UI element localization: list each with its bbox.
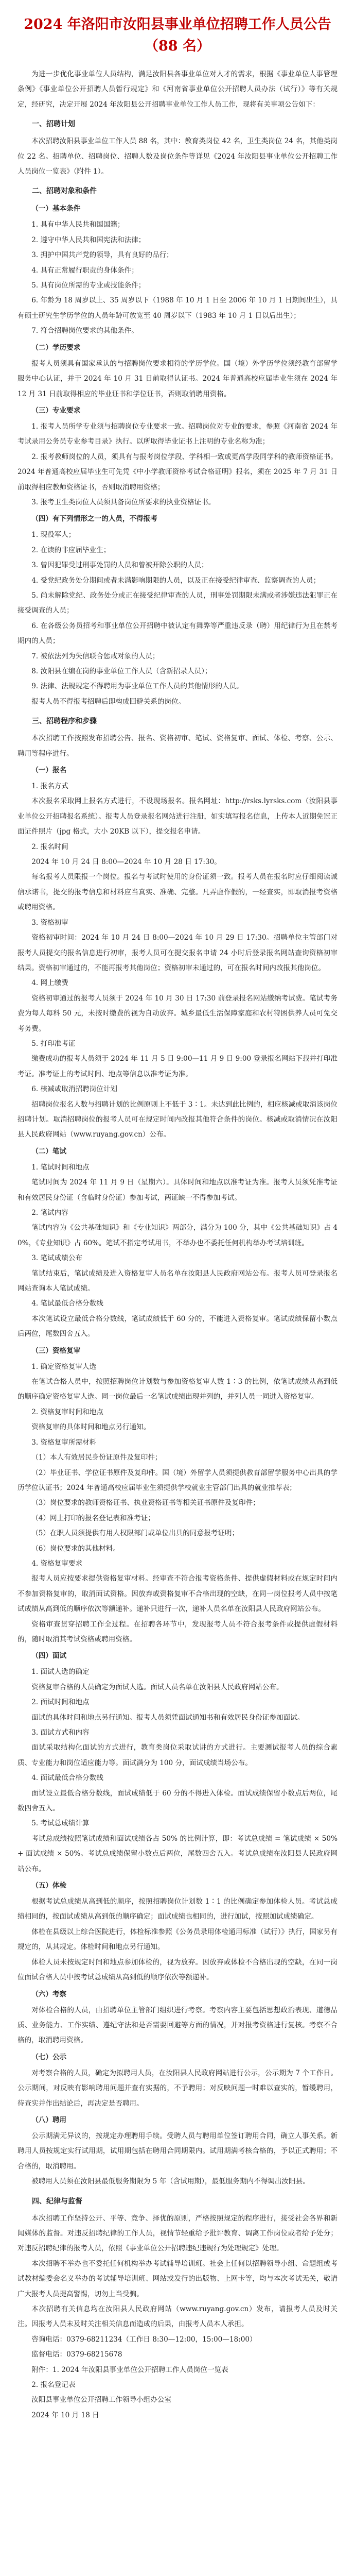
body-paragraph: 1. 现役军人； xyxy=(31,531,76,539)
body-paragraph: 报考人员不得报考招聘后即构成回避关系的岗位。 xyxy=(31,697,186,706)
body-paragraph: 面试采取结构化面试的方式进行，教育类岗位采取试讲的方式进行。主要测试报考人员的综合素质、专业能力和岗位适应能力等。面试满分为 100 分，面试成绩当场公布。 xyxy=(17,1743,338,1767)
body-paragraph: 6. 在各级公务员招考和事业单位公开招聘中被认定有舞弊等严重违反录（聘）用纪律行为且在禁考期内的人员； xyxy=(17,621,338,646)
body-paragraph: 2024 年 10 月 24 日 8:00—2024 年 10 月 28 日 17:30。 xyxy=(31,858,221,867)
body-paragraph: 1. 报考人员所学专业须与招聘岗位专业要求一致。招聘岗位对专业的要求，参照《河南省 2024 年考试录用公务员专业参考目录》执行。以所取得毕业证书上注明的专业名称为准； xyxy=(17,422,338,446)
body-paragraph: 5. 具有岗位所需的专业或技能条件； xyxy=(31,281,146,290)
body-paragraph: 资格初审通过的报考人员须于 2024 年 10 月 30 日 17:30 前登录报名网站缴纳考试费。笔试考务费为每人每科 50 元，未按时缴费的视为自动放弃。城乡最低生活保障家庭和农村特困供养人员可免交考务费。 xyxy=(17,994,338,1033)
section-heading: （三）专业要求 xyxy=(31,406,81,415)
body-paragraph: 公示期满无异议的，按规定办理聘用手续。受聘人员与聘用单位签订聘用合同，确立人事关系。新聘用人员按规定实行试用期，试用期包括在聘用合同期限内。试用期满考核合格的，予以正式聘用；不合格的，取消聘用。 xyxy=(17,2131,338,2171)
body-paragraph: 本次招聘不举办也不委托任何机构举办考试辅导培训班。社会上任何以招聘领导小组、命题组或考试教材编委会名义举办的考试辅导培训班、网站或发行的出版物、上网卡等，均与本次考试无关，敬请广大报考人员提高警惕，切勿上当受骗。 xyxy=(17,2259,338,2298)
body-paragraph: 面试的具体时间和地点另行通知。报考人员须凭面试通知书和有效居民身份证参加面试。 xyxy=(31,1713,305,1722)
body-paragraph: 缴费成功的报考人员须于 2024 年 11 月 5 日 9:00—11 月 9 日 9:00 登录报名网站下载并打印准考证。准考证上的考试时间、地点等信息以准考证为准。 xyxy=(17,1055,338,1078)
section-heading: （五）体检 xyxy=(31,1882,67,1890)
body-paragraph: 体检人员未按规定时间和地点参加体检的，视为放弃。因放弃或体检不合格出现的空缺，在同一岗位面试合格人员中按考试总成绩从高到低的顺序依次等额递补。 xyxy=(17,1958,338,1982)
page-title: 2024 年洛阳市汝阳县事业单位招聘工作人员公告 xyxy=(24,16,331,32)
body-paragraph: 5. 尚未解除党纪、政务处分或正在接受纪律审查的人员，刑事处罚期限未满或者涉嫌违法犯罪正在接受调查的人员； xyxy=(17,591,338,615)
body-paragraph: （4）网上打印的报名登记表和准考证； xyxy=(31,1514,155,1522)
body-paragraph: 1. 确定资格复审人选 xyxy=(31,1362,97,1371)
body-paragraph: （6）岗位要求的其他材料。 xyxy=(31,1544,120,1553)
body-paragraph: 3. 资格复审所需材料 xyxy=(31,1438,97,1447)
body-paragraph: 本次笔试设立最低合格分数线，笔试成绩低于 60 分的，不能进入资格复审。笔试成绩保留小数点后两位，尾数四舍五入。 xyxy=(17,1314,338,1338)
section-heading: 三、招聘程序和步骤 xyxy=(32,717,97,726)
body-paragraph: 1. 面试人选的确定 xyxy=(31,1668,90,1676)
body-paragraph: 资格初审时间：2024 年 10 月 24 日 8:00—2024 年 10 月 29 日 17:30。招聘单位主管部门对报考人员提交的报名信息进行初审，报考人员可在提交报名申请 24 小时后登录报名网站查询资格初审结果。资格初审通过的，不能再报考其他岗位；资格初审未通过的，可在报名时间内改报其他岗位。 xyxy=(17,934,338,972)
body-paragraph: 2. 报名登记表 xyxy=(31,2381,76,2389)
body-paragraph: 体检在县级以上综合医院进行，体检标准参照《公务员录用体检通用标准（试行）》执行，国家另有规定的，从其规定。体检时间和地点另行通知。 xyxy=(17,1927,338,1952)
body-paragraph: 5. 考试总成绩计算 xyxy=(31,1819,90,1828)
body-paragraph: 资格复审合格的人员确定为面试人选。面试人员名单在汝阳县人民政府网站公布。 xyxy=(31,1683,283,1691)
body-paragraph: 资格复审的具体时间和地点另行通知。 xyxy=(31,1423,151,1432)
section-heading: （六）考察 xyxy=(31,1990,67,1998)
body-paragraph: 面试设立最低合格分数线，面试成绩低于 60 分的不得进入体检。面试成绩保留小数点后两位，尾数四舍五入。 xyxy=(17,1789,338,1813)
body-paragraph: 报考人员须具有国家承认的与招聘岗位要求相符的学历学位。国（境）外学历学位须经教育部留学服务中心认证，并于 2024 年 10 月 31 日前取得认证书。2024 年普通高校应届毕业生须在 2024 年 12 月 31 日前取得相应的毕业证书和学位证书，否则取消聘用资格。 xyxy=(17,359,338,398)
body-paragraph: （2）毕业证书、学位证书原件及复印件。国（境）外留学人员须提供教育部留学服务中心出具的学历学位认证书；2024 年普通高校应届毕业生须提供学校就业主管部门出具的就业推荐表； xyxy=(17,1468,338,1492)
body-paragraph: 8. 汝阳县在编在岗的事业单位工作人员（含新招录人员）； xyxy=(31,667,212,675)
body-paragraph: 6. 核减或取消招聘岗位计划 xyxy=(31,1085,118,1094)
body-paragraph: 3. 报考卫生类岗位人员须具备岗位所要求的执业资格证书。 xyxy=(31,498,216,506)
body-paragraph: 对考察合格的人员，确定为拟聘用人员，在汝阳县人民政府网站进行公示，公示期为 7 个工作日。公示期间，对反映有影响聘用问题并查有实据的，不予聘用；对反映问题一时难以查实的，暂缓聘用，待查实并作出结论后，再决定是否聘用。 xyxy=(17,2069,338,2108)
body-paragraph: 根据考试总成绩从高到低的顺序，按照招聘岗位计划数 1∶1 的比例确定参加体检人员。考试总成绩相同的，按面试成绩从高到低的顺序确定；面试成绩也相同的，进行加试，按照加试成绩确定。 xyxy=(17,1897,338,1921)
body-paragraph: 每名报考人员限报一个岗位。报名与考试时使用的身份证须一致。报考人员在报名时应仔细阅读诚信承诺书，提交的报考信息和材料应当真实、准确、完整。凡弄虚作假的，一经查实，即取消报考资格或聘用资格。 xyxy=(17,873,338,912)
body-paragraph: 4. 具有正常履行职责的身体条件； xyxy=(31,266,138,275)
body-paragraph: 7. 被依法列为失信联合惩戒对象的人员； xyxy=(31,652,159,660)
body-paragraph: 监督电话：0379-68215678 xyxy=(31,2350,122,2359)
section-heading: （二）学历要求 xyxy=(31,343,81,352)
body-paragraph: 5. 打印准考证 xyxy=(31,1039,76,1048)
body-paragraph: 在笔试合格人员中，按照招聘岗位计划数与参加资格复审人数 1∶3 的比例，依笔试成绩从高到低的顺序确定资格复审人选。同一岗位最后一名笔试成绩出现并列的，并列人员一同进入资格复审。 xyxy=(17,1378,338,1401)
body-paragraph: （3）岗位要求的教师资格证书、执业资格证书等相关证书原件及复印件； xyxy=(31,1499,260,1507)
section-heading: （一）报名 xyxy=(31,766,67,775)
body-paragraph: 本次招聘汝阳县事业单位工作人员 88 名，其中：教育类岗位 42 名，卫生类岗位 24 名，其他类岗位 22 名。招聘单位、招聘岗位、招聘人数及岗位条件等详见《2024 年汝阳县事业单位公开招聘工作人员岗位一览表》（附件 1）。 xyxy=(17,137,338,176)
body-paragraph: 1. 具有中华人民共和国国籍； xyxy=(31,221,125,229)
body-paragraph: 6. 年龄为 18 周岁以上、35 周岁以下（1988 年 10 月 1 日至 2006 年 10 月 1 日期间出生），具有硕士研究生学历学位的人员年龄可放宽至 40 周岁以下（1983 年 10 月 1 日以后出生）； xyxy=(17,296,338,320)
body-paragraph: 考试总成绩按照笔试成绩和面试成绩各占 50% 的比例计算，即：考试总成绩 = 笔试成绩 × 50% + 面试成绩 × 50%。考试总成绩保留小数点后两位，尾数四舍五入。考试总成绩在汝阳县人民政府网站公布。 xyxy=(17,1834,338,1873)
page-subtitle: （88 名） xyxy=(145,38,210,54)
body-paragraph: 招聘岗位报名人数与招聘计划的比例原则上不低于 3∶1。未达到此比例的，相应核减或取消该岗位招聘计划。取消招聘岗位的报考人员可在规定时间内改报其他符合条件的岗位。核减或取消情况在汝阳县人民政府网站（www.ruyang.gov.cn）公布。 xyxy=(17,1100,338,1139)
body-paragraph: 2. 报考教师岗位的人员，须具有与报考岗位学段、学科相一致或更高学段同学科的教师资格证书。2024 年普通高校应届毕业生可先凭《中小学教师资格考试合格证明》报名，须在 2025 年 7 月 31 日前取得相应教师资格证书，否则取消聘用资格； xyxy=(17,452,338,492)
body-paragraph: 3. 资格初审 xyxy=(31,918,68,927)
body-paragraph: 3. 面试方式和内容 xyxy=(31,1728,90,1737)
body-paragraph: 2. 在读的非应届毕业生； xyxy=(31,546,111,554)
body-paragraph: 3. 拥护中国共产党的领导，具有良好的品行； xyxy=(31,251,173,260)
body-paragraph: 汝阳县事业单位公开招聘工作领导小组办公室 xyxy=(31,2396,172,2404)
section-heading: 一、招聘计划 xyxy=(32,120,75,129)
section-heading: 四、纪律与监督 xyxy=(32,2197,82,2206)
body-paragraph: 本次招聘工作坚持公开、平等、竞争、择优的原则，严格按照规定的程序进行，接受社会各界和新闻媒体的监督。对违反招聘纪律的工作人员，视情节轻重给予批评教育、调离工作岗位或者给予处分；对违反招聘纪律的报考人员，依照《事业单位公开招聘违纪违规行为处理规定》处理。 xyxy=(17,2214,338,2253)
body-paragraph: 对体检合格的人员，由招聘单位主管部门组织进行考察。考察内容主要包括思想政治表现、道德品质、业务能力、工作实绩、遵纪守法和是否需要回避等方面的情况，并对报考资格进行复核。考察不合格的，取消聘用资格。 xyxy=(17,2006,338,2045)
body-paragraph: 2. 遵守中华人民共和国宪法和法律； xyxy=(31,235,146,244)
body-paragraph: 1. 笔试时间和地点 xyxy=(31,1163,90,1172)
body-paragraph: 笔试结束后，笔试成绩及进入资格复审人员名单在汝阳县人民政府网站公布。报考人员可登录报名网站查询本人笔试成绩。 xyxy=(17,1269,338,1293)
body-paragraph: 本次招聘工作按照发布招聘公告、报名、资格初审、笔试、资格复审、面试、体检、考察、公示、聘用等程序进行。 xyxy=(17,734,338,758)
body-paragraph: 4. 资格复审要求 xyxy=(31,1559,83,1568)
body-paragraph: 资格审查贯穿招聘工作全过程。在招聘各环节中，发现报考人员不符合报考条件或提供虚假材料的，随时取消其考试资格或聘用资格。 xyxy=(17,1620,338,1643)
body-paragraph: 4. 受党纪政务处分期间或者未满影响期限的人员，以及正在接受纪律审查、监察调查的人员； xyxy=(31,576,321,585)
body-paragraph: 被聘用人员须在汝阳县最低服务期限为 5 年（含试用期），最低服务期内不得调出汝阳县。 xyxy=(31,2177,310,2186)
body-paragraph: 2. 面试时间和地点 xyxy=(31,1698,90,1707)
body-paragraph: 3. 曾因犯罪受过刑事处罚的人员和曾被开除公职的人员； xyxy=(31,561,208,570)
body-paragraph: 2. 笔试内容 xyxy=(31,1209,68,1217)
body-paragraph: 7. 符合招聘岗位要求的其他条件。 xyxy=(31,327,138,335)
body-paragraph: 1. 报名方式 xyxy=(31,782,68,791)
body-paragraph: 9. 法律、法规规定不得聘用为事业单位工作人员的其他情形的人员。 xyxy=(31,682,243,691)
body-paragraph: 为进一步优化事业单位人员结构，满足汝阳县各事业单位对人才的需求，根据《事业单位人事管理条例》《事业单位公开招聘人员暂行规定》和《河南省事业单位公开招聘人员办法（试行）》等有关规定，经研究，决定开展 2024 年汝阳县公开招聘事业单位工作人员工作，现将有关事项公告如下： xyxy=(17,70,338,109)
notice-body xyxy=(17,67,338,2423)
body-paragraph: （5）在职人员须提供有用人权限部门或单位出具的同意报考证明； xyxy=(31,1529,239,1538)
section-heading: （二）笔试 xyxy=(31,1147,67,1156)
section-heading: （四）面试 xyxy=(31,1652,67,1660)
body-paragraph: 本次报名采取网上报名方式进行，不设现场报名。报名网址：http://rsks.lyrsks.com（汝阳县事业单位公开招聘报名系统）。报考人员登录报名网站进行注册，如实填写报名信息，上传本人近期免冠正面证件照片（jpg 格式，大小 20KB 以下），提交报名申请。 xyxy=(17,797,338,836)
section-heading: （一）基本条件 xyxy=(31,205,81,213)
body-paragraph: 4. 网上缴费 xyxy=(31,979,68,988)
body-paragraph: 笔试内容为《公共基础知识》和《专业知识》两部分，满分为 100 分，其中《公共基础知识》占 40%，《专业知识》占 60%。笔试不指定考试用书，不举办也不委托任何机构举办考试培训班。 xyxy=(17,1224,338,1247)
section-heading: 二、招聘对象和条件 xyxy=(32,187,97,196)
section-heading: （四）有下列情形之一的人员，不得报考 xyxy=(31,515,157,523)
section-heading: （三）资格复审 xyxy=(31,1346,81,1355)
body-paragraph: 咨询电话：0379-68211234（工作日 8:30—12:00，15:00—18:00） xyxy=(31,2335,257,2344)
body-paragraph: 2. 报名时间 xyxy=(31,842,68,851)
body-paragraph: 附件：1. 2024 年汝阳县事业单位公开招聘工作人员岗位一览表 xyxy=(31,2365,228,2374)
body-paragraph: 本次招聘有关信息均在汝阳县人民政府网站（www.ruyang.gov.cn）发布，请报考人员及时关注。因报考人员未及时关注相关信息而造成的后果，由报考人员本人承担。 xyxy=(17,2305,338,2329)
body-paragraph: 报考人员应按要求提供资格复审材料。经审查不符合报考资格条件、提供虚假材料或在规定时间内不参加资格复审的，取消面试资格。因放弃或资格复审不合格出现的空缺，在同一岗位报考人员中按笔试成绩从高到低的顺序依次等额递补。递补只进行一次，递补人员名单在汝阳县人民政府网站公布。 xyxy=(17,1574,338,1614)
body-paragraph: 2. 资格复审时间和地点 xyxy=(31,1408,103,1416)
body-paragraph: 3. 笔试成绩公布 xyxy=(31,1254,83,1263)
body-paragraph: 4. 笔试最低合格分数线 xyxy=(31,1299,103,1308)
body-paragraph: 2024 年 10 月 18 日 xyxy=(31,2411,99,2419)
body-paragraph: 4. 面试最低合格分数线 xyxy=(31,1774,103,1783)
body-paragraph: 笔试时间为 2024 年 11 月 9 日（星期六）。具体时间和地点以准考证为准。报考人员须凭准考证和有效居民身份证（含临时身份证）参加考试，两证缺一不得参加考试。 xyxy=(17,1178,338,1202)
section-heading: （八）聘用 xyxy=(31,2115,67,2124)
body-paragraph: （1）本人有效居民身份证原件及复印件； xyxy=(31,1453,162,1462)
section-heading: （七）公示 xyxy=(31,2053,67,2061)
